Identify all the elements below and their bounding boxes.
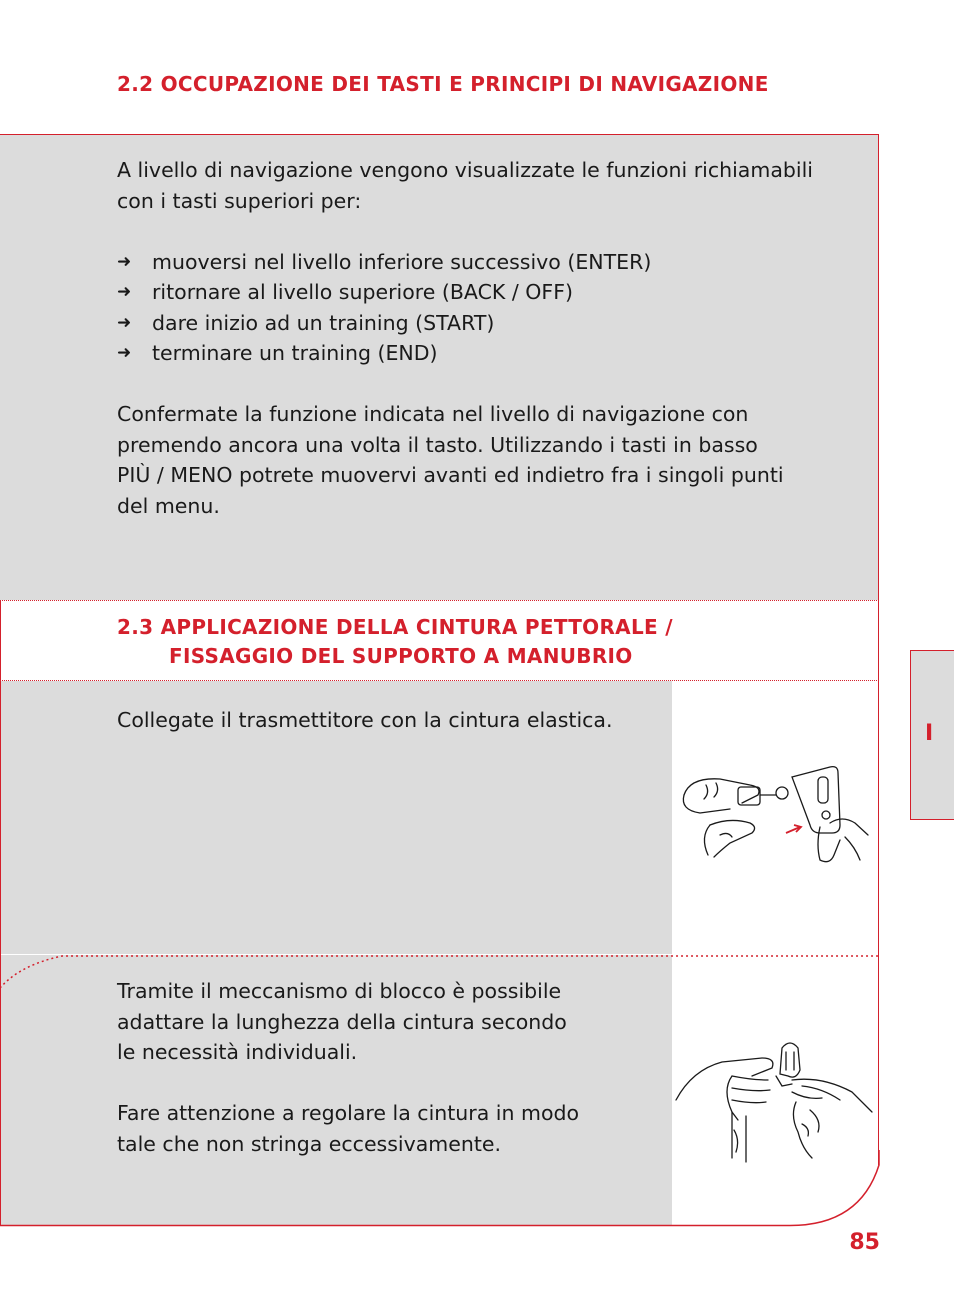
- section-2-2-heading: 2.2 OCCUPAZIONE DEI TASTI E PRINCIPI DI NAVIGAZIONE: [117, 72, 769, 96]
- attach-transmitter-illustration: [680, 765, 875, 870]
- confirm-line: Confermate la funzione indicata nel livello di navigazione con: [117, 402, 749, 426]
- heading-left-rule: [0, 600, 1, 680]
- section-2-3-heading-line-2: FISSAGGIO DEL SUPPORTO A MANUBRIO: [169, 644, 633, 668]
- adjust-belt-illustration: [672, 1040, 877, 1170]
- panel-left-border: [0, 680, 1, 1226]
- intro-line-2: con i tasti superiori per:: [117, 188, 362, 213]
- step-1-text: Collegate il trasmettitore con la cintura elastica.: [117, 708, 613, 732]
- intro-line-1: A livello di navigazione vengono visualizzate le funzioni richiamabili: [117, 158, 813, 182]
- divider-top: [0, 600, 879, 601]
- list-item: ➜ terminare un training (END): [117, 338, 837, 369]
- heading-right-rule: [878, 600, 879, 680]
- confirm-line: PIÙ / MENO potrete muovervi avanti ed indietro fra i singoli punti: [117, 463, 784, 487]
- arrow-right-icon: ➜: [117, 312, 132, 333]
- list-item: ➜ dare inizio ad un training (START): [117, 308, 837, 339]
- arrow-right-icon: ➜: [117, 282, 132, 302]
- arrow-right-icon: ➜: [117, 343, 132, 363]
- arrow-right-icon: ➜: [117, 251, 132, 272]
- language-tab-label: I: [925, 721, 934, 746]
- list-item: ➜ muoversi nel livello inferiore successivo (ENTER): [117, 247, 837, 278]
- confirm-line: del menu.: [117, 493, 220, 518]
- confirm-line: premendo ancora una volta il tasto. Utilizzando i tasti in basso: [117, 432, 758, 457]
- function-list: [117, 247, 837, 369]
- step-2-text: Tramite il meccanismo di blocco è possibile adattare la lunghezza della cintura secondo le necessità individuali. Fare attenzione a regolare la cintura in modo tale che non stringa eccessivamente.: [117, 979, 580, 1156]
- page-number: 85: [849, 1230, 880, 1255]
- section-2-2-body: [117, 155, 837, 521]
- section-2-3-heading-line-1: 2.3 APPLICAZIONE DELLA CINTURA PETTORALE /: [117, 615, 673, 639]
- panel-right-border: [878, 680, 879, 1165]
- list-item: ➜ ritornare al livello superiore (BACK / OFF): [117, 277, 837, 308]
- language-tab: [910, 650, 954, 820]
